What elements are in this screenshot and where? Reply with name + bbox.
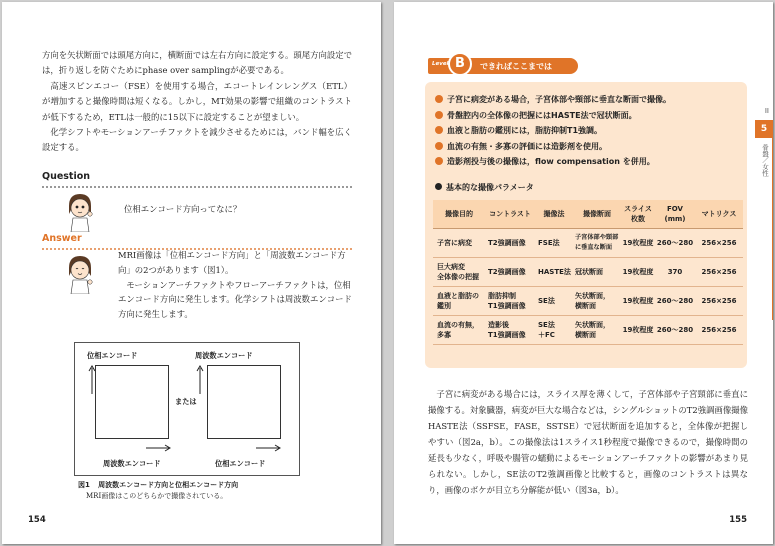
arrow-right-icon <box>145 443 171 453</box>
list-item-text: 血液と脂肪の鑑別には，脂肪抑制T1強調。 <box>447 126 603 135</box>
list-item-text: 造影剤投与後の撮像は，flow compensation を併用。 <box>447 157 655 166</box>
table-cell: HASTE法 <box>535 257 573 286</box>
list-item <box>435 154 671 170</box>
left-body-text <box>42 48 352 156</box>
table-cell: T2強調画像 <box>485 228 535 257</box>
bullet-dot-icon <box>435 111 443 119</box>
column-header: スライス 枚数 <box>621 200 655 228</box>
table-cell: 脂肪抑制 T1強調画像 <box>485 286 535 315</box>
column-header: FOV (mm) <box>655 200 695 228</box>
table-row <box>433 315 743 344</box>
question-divider <box>42 186 352 188</box>
question-text: 位相エンコード方向ってなに？ <box>124 204 242 214</box>
list-item-text: 骨盤腔内の全体像の把握にはHASTE法で冠状断面。 <box>447 110 637 120</box>
table-cell: 19枚程度 <box>621 286 655 315</box>
or-word: または <box>175 397 197 406</box>
table-header-row <box>433 200 743 228</box>
table-cell: FSE法 <box>535 228 573 257</box>
table-cell: 19枚程度 <box>621 257 655 286</box>
bullet-dot-icon <box>435 142 443 150</box>
table-cell: SE法 <box>535 286 573 315</box>
chapter-roman-numeral: II <box>764 107 769 115</box>
page-number-right: 155 <box>729 515 747 525</box>
table-cell: 19枚程度 <box>621 228 655 257</box>
question-label: Question <box>42 171 91 182</box>
answer-text <box>118 248 356 322</box>
caption-number: 図1 <box>78 481 90 489</box>
table-cell: 冠状断面 <box>573 257 621 286</box>
bullet-dot-icon <box>435 183 442 190</box>
bullet-dot-icon <box>435 95 443 103</box>
list-item <box>435 108 671 124</box>
page-number-left: 154 <box>28 515 46 525</box>
table-cell: 子宮に病変 <box>433 228 485 257</box>
level-banner <box>428 58 578 74</box>
caption-title: 周波数エンコード方向と位相エンコード方向 <box>98 481 239 489</box>
table-cell: 19枚程度 <box>621 315 655 344</box>
paragraph: 化学シフトやモーションアーチファクトを減少させるためには，バンド幅を広く設定する。 <box>42 127 352 153</box>
key-points-list <box>435 92 671 170</box>
params-title <box>435 182 534 193</box>
level-badge: B <box>448 52 472 76</box>
chapter-tab-number: 5 <box>755 120 773 138</box>
table-row <box>433 257 743 286</box>
phase-encode-label-top: 位相エンコード <box>87 351 138 360</box>
table-cell: 256×256 <box>695 315 743 344</box>
column-header: コントラスト <box>485 200 535 228</box>
table-cell: 血液と脂肪の 鑑別 <box>433 286 485 315</box>
table-cell: 巨大病変 全体像の把握 <box>433 257 485 286</box>
table-cell: 260～280 <box>655 315 695 344</box>
table-cell: 矢状断面， 横断面 <box>573 286 621 315</box>
params-table <box>433 200 743 345</box>
caption-subtext: MRI画像はこのどちらかで撮像されている。 <box>86 492 228 500</box>
answer-label: Answer <box>42 233 82 244</box>
list-item-text: 子宮に病変がある場合，子宮体部や頸部に垂直な断面で撮像。 <box>447 95 671 104</box>
table-cell: SE法 ＋FC <box>535 315 573 344</box>
image-square-right <box>207 365 281 439</box>
left-page <box>2 2 381 544</box>
freq-encode-label-top: 周波数エンコード <box>195 351 253 360</box>
table-cell: 矢状断面， 横断面 <box>573 315 621 344</box>
right-body-text: 子宮に病変がある場合には，スライス厚を薄くして，子宮体部や子宮頸部に垂直に撮像する。対象臓器，病変が巨大な場合などは，シングルショットのT2強調画像撮像HASTE法（SSFSE，FASE，SSTSE）で冠状断面を追加すると，全体像が把握しやすい（図2a，b）。この撮像法は1スライス1秒程度で撮像できるので，撮像時間の延長も少なく，呼吸や腸管の蠕動によるモーションアーチファクトの影響があまり見られない。しかし，SE法のT2強調画像と比較すると，画像のコントラストは異なり，画像のボケが目立ち分解能が低い（図3a，b）。 <box>428 389 748 495</box>
freq-encode-label-bottom: 周波数エンコード <box>103 459 161 468</box>
summary-box <box>425 82 747 368</box>
table-cell: 血流の有無， 多寡 <box>433 315 485 344</box>
table-cell: 造影後 T1強調画像 <box>485 315 535 344</box>
column-header: マトリクス <box>695 200 743 228</box>
paragraph: 方向を矢状断面では頭尾方向に，横断面では左右方向に設定する。頭尾方向設定では，折り返しを防ぐためにphase over samplingが必要である。 <box>42 50 352 76</box>
chapter-tab-label: 骨盤／女性 <box>761 144 769 177</box>
paragraph: 高速スピンエコー（FSE）を使用する場合，エコートレインレングス（ETL）が増加すると撮像時間は短くなる。しかし，MT効果の影響で組織のコントラストが低下するため，ETLは一般的に15以下に設定することが望ましい。 <box>42 80 352 122</box>
arrow-up-icon <box>195 365 205 395</box>
table-cell: 子宮体部や頸部に垂直な断面 <box>573 228 621 257</box>
table-cell: 260～280 <box>655 228 695 257</box>
table-cell: 256×256 <box>695 228 743 257</box>
phase-encode-label-bottom: 位相エンコード <box>215 459 266 468</box>
bullet-dot-icon <box>435 126 443 134</box>
column-header: 撮像目的 <box>433 200 485 228</box>
table-cell: 370 <box>655 257 695 286</box>
question-character-icon <box>64 192 96 232</box>
figure-1 <box>74 342 300 476</box>
arrow-right-icon <box>255 443 281 453</box>
table-row <box>433 228 743 257</box>
table-cell: T2強調画像 <box>485 257 535 286</box>
side-rule <box>772 120 773 320</box>
column-header: 撮像法 <box>535 200 573 228</box>
answer-character-icon <box>64 254 96 294</box>
table-cell: 256×256 <box>695 286 743 315</box>
figure-caption <box>78 480 238 502</box>
level-title: できればここまでは <box>480 62 552 71</box>
answer-paragraph: MRI画像は「位相エンコード方向」と「周波数エンコード方向」の2つがあります（図1）。 <box>118 250 346 275</box>
bullet-dot-icon <box>435 157 443 165</box>
table-cell: 260～280 <box>655 286 695 315</box>
right-page <box>394 2 773 544</box>
column-header: 撮像断面 <box>573 200 621 228</box>
list-item-text: 血流の有無・多寡の評価には造影剤を使用。 <box>447 141 607 151</box>
level-word: Level <box>432 61 449 67</box>
table-row <box>433 286 743 315</box>
image-square-left <box>95 365 169 439</box>
params-title-text: 基本的な撮像パラメータ <box>446 183 534 192</box>
list-item <box>435 139 671 155</box>
list-item <box>435 123 671 139</box>
answer-paragraph: モーションアーチファクトやフローアーチファクトは，位相エンコード方向に発生します。化学シフトは周波数エンコード方向に発生します。 <box>118 279 352 320</box>
table-cell: 256×256 <box>695 257 743 286</box>
list-item <box>435 92 671 108</box>
